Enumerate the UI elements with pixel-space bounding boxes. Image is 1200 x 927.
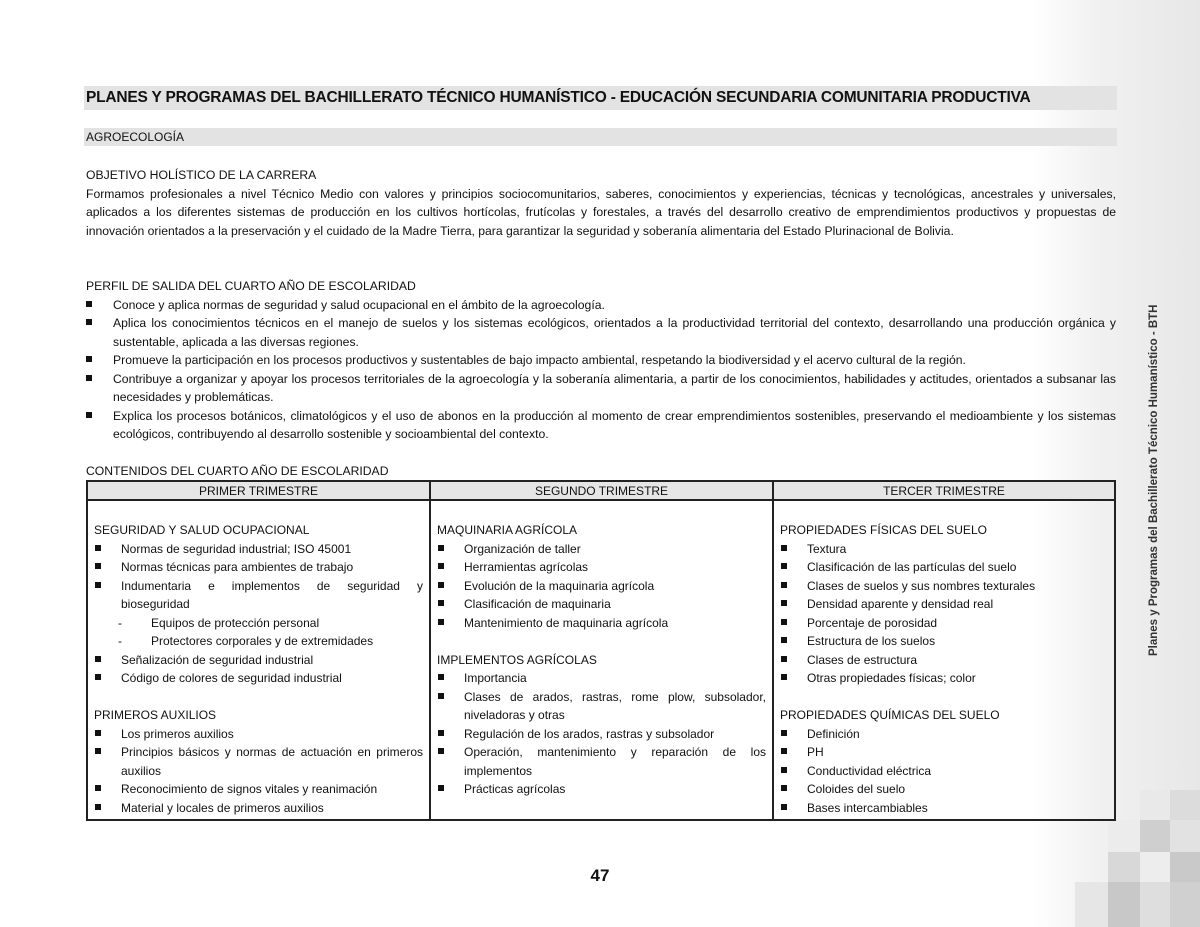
list-item: Clases de estructura [780,651,1108,670]
contents-table [86,480,1116,821]
bullet-icon [86,375,92,381]
bullet-icon [438,545,444,551]
list-item: Clases de suelos y sus nombres texturales [780,577,1108,596]
second-trimester-cell [430,500,773,820]
bullet-icon [95,545,101,551]
first-trimester-cell [87,500,430,820]
section-heading: PROPIEDADES QUÍMICAS DEL SUELO [780,708,1000,722]
list-item: Importancia [437,669,766,688]
list-item: Prácticas agrícolas [437,780,766,799]
list-item: Conoce y aplica normas de seguridad y salud ocupacional en el ámbito de la agroecología. [86,296,1116,315]
list-item: Porcentaje de porosidad [780,614,1108,633]
bullet-icon [438,563,444,569]
list-item: Clases de arados, rastras, rome plow, subsolador, niveladoras y otras [437,688,766,725]
bullet-icon [781,767,787,773]
list-item: Operación, mantenimiento y reparación de los implementos [437,743,766,780]
list-item: Normas técnicas para ambientes de trabajo [94,558,423,577]
bullet-icon [95,656,101,662]
contents-heading: CONTENIDOS DEL CUARTO AÑO DE ESCOLARIDAD [86,464,389,478]
third-trimester-cell [773,500,1115,820]
bullet-icon [95,582,101,588]
list-item: Bases intercambiables [780,799,1108,818]
list-item: Normas de seguridad industrial; ISO 45001 [94,540,423,559]
bullet-icon [781,748,787,754]
bullet-icon [781,785,787,791]
bullet-icon [438,674,444,680]
section-heading: PRIMEROS AUXILIOS [94,708,217,722]
section-heading: PROPIEDADES FÍSICAS DEL SUELO [780,523,987,537]
section-heading: IMPLEMENTOS AGRÍCOLAS [437,652,597,667]
list-item: Reconocimiento de signos vitales y reanimación [94,780,423,799]
bullet-icon [781,545,787,551]
bullet-icon [781,804,787,810]
list-item: Otras propiedades físicas; color [780,669,1108,688]
list-item: Material y locales de primeros auxilios [94,799,423,818]
list-item: Densidad aparente y densidad real [780,595,1108,614]
bullet-icon [86,356,92,362]
list-item: Explica los procesos botánicos, climatológicos y el uso de abonos en la producción al momento de crear emprendimientos sostenibles, preservando el medioambiente y los sistemas ecológicos, contribuyendo al desarrollo sostenible y socioambiental del contexto. [86,407,1116,444]
sub-list-item: - Protectores corporales y de extremidades [118,634,374,648]
bullet-icon [781,674,787,680]
bullet-icon [781,619,787,625]
list-item: Coloides del suelo [780,780,1108,799]
objective-text: Formamos profesionales a nivel Técnico Medio con valores y principios sociocomunitarios, saberes, conocimientos y experiencias, técnicas y tecnológicas, ancestrales y universales, aplicados a los diferentes sistemas de producción en los cultivos hortícolas, frutícolas y forestales, a través del desarrollo creativo de emprendimientos productivos y propuestas de innovación orientados a la preservación y el cuidado de la Madre Tierra, para garantizar la seguridad y soberanía alimentaria del Estado Plurinacional de Bolivia. [86,186,1116,238]
list-item: Conductividad eléctrica [780,762,1108,781]
objective-section [86,166,1116,240]
objective-heading: OBJETIVO HOLÍSTICO DE LA CARRERA [86,168,317,182]
bullet-icon [86,412,92,418]
bullet-icon [95,785,101,791]
bullet-icon [86,319,92,325]
list-item: Señalización de seguridad industrial [94,651,423,670]
bullet-icon [781,563,787,569]
column-header: PRIMER TRIMESTRE [87,481,430,500]
subject-title: AGROECOLOGÍA [84,128,1117,146]
bullet-icon [438,582,444,588]
list-item: Clasificación de las partículas del suelo [780,558,1108,577]
list-item: Regulación de los arados, rastras y subsolador [437,725,766,744]
list-item: Los primeros auxilios [94,725,423,744]
bullet-icon [438,730,444,736]
list-item: Textura [780,540,1108,559]
document-title: PLANES Y PROGRAMAS DEL BACHILLERATO TÉCNICO HUMANÍSTICO - EDUCACIÓN SECUNDARIA COMUNITARIA PRODUCTIVA [84,86,1117,110]
list-item: Contribuye a organizar y apoyar los procesos territoriales de la agroecología y la soberanía alimentaria, a partir de los conocimientos, habilidades y actitudes, orientados a subsanar las necesidades y problemáticas. [86,370,1116,407]
bullet-icon [781,730,787,736]
bullet-icon [95,748,101,754]
bullet-icon [438,785,444,791]
list-item: Aplica los conocimientos técnicos en el manejo de suelos y los sistemas ecológicos, orientados a la productividad territorial del contexto, desarrollando una producción orgánica y sustentable, aplicada a las diversas regiones. [86,314,1116,351]
bullet-icon [86,301,92,307]
page-number: 47 [590,866,610,885]
bullet-icon [438,600,444,606]
list-item: Indumentaria e implementos de seguridad y bioseguridad [94,577,423,614]
profile-section [86,277,1116,444]
bullet-icon [438,619,444,625]
profile-heading: PERFIL DE SALIDA DEL CUARTO AÑO DE ESCOLARIDAD [86,279,416,293]
section-heading: SEGURIDAD Y SALUD OCUPACIONAL [94,523,310,537]
list-item: Mantenimiento de maquinaria agrícola [437,614,766,633]
list-item: Principios básicos y normas de actuación en primeros auxilios [94,743,423,780]
list-item: Definición [780,725,1108,744]
sub-list-item: - Equipos de protección personal [118,615,320,630]
bullet-icon [95,563,101,569]
bullet-icon [781,600,787,606]
side-label: Planes y Programas del Bachillerato Técnico Humanístico - BTH [1148,304,1160,656]
list-item: Clasificación de maquinaria [437,595,766,614]
column-header: TERCER TRIMESTRE [773,481,1115,500]
bullet-icon [438,693,444,699]
bullet-icon [95,730,101,736]
bullet-icon [781,582,787,588]
list-item: Herramientas agrícolas [437,558,766,577]
bullet-icon [95,674,101,680]
list-item: Código de colores de seguridad industrial [94,669,423,688]
bullet-icon [781,637,787,643]
list-item: Promueve la participación en los procesos productivos y sustentables de bajo impacto ambiental, respetando la biodiversidad y el acervo cultural de la región. [86,351,1116,370]
list-item: PH [780,743,1108,762]
column-header: SEGUNDO TRIMESTRE [430,481,773,500]
list-item: Organización de taller [437,540,766,559]
list-item: Evolución de la maquinaria agrícola [437,577,766,596]
bullet-icon [781,656,787,662]
bullet-icon [438,748,444,754]
list-item: Estructura de los suelos [780,632,1108,651]
section-heading: MAQUINARIA AGRÍCOLA [437,523,578,537]
bullet-icon [95,804,101,810]
